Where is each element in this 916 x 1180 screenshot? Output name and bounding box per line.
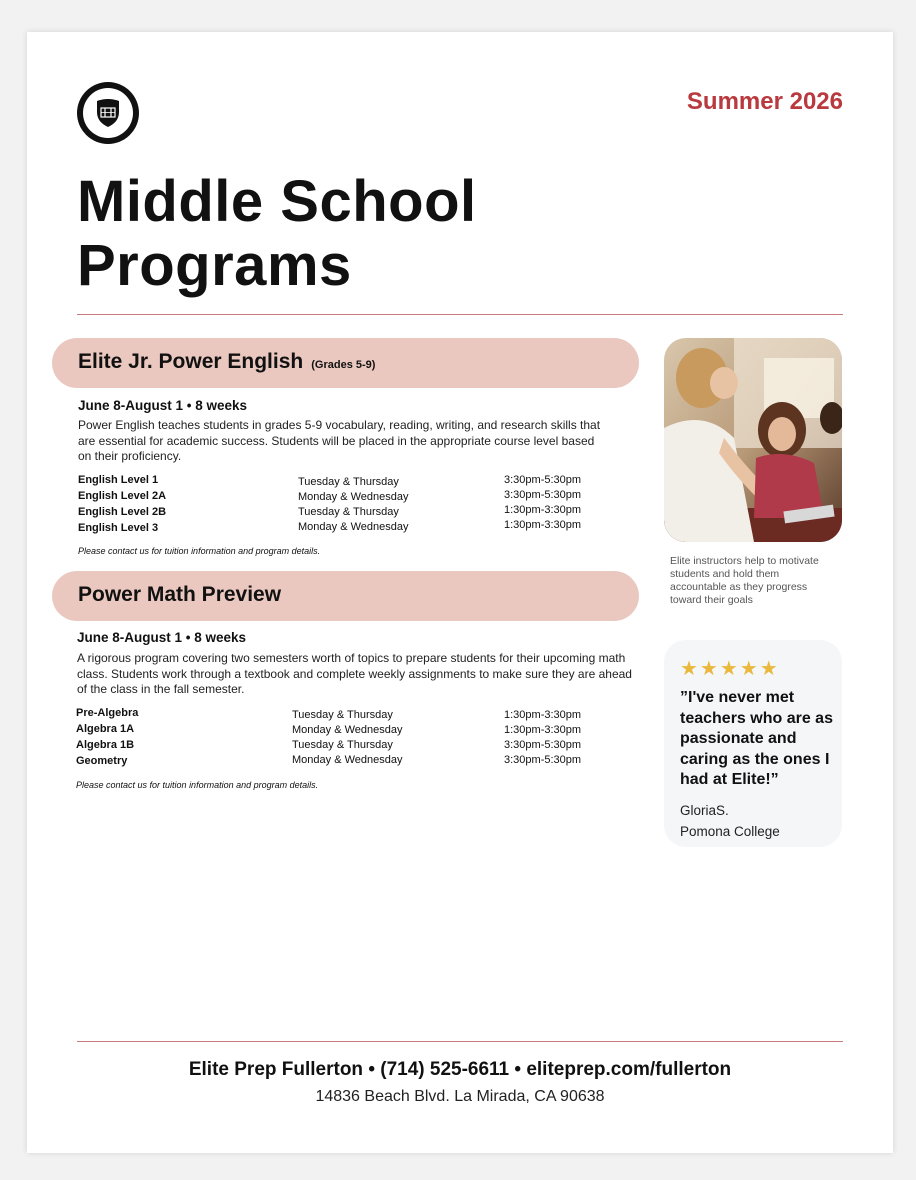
- table-row: [78, 520, 598, 536]
- schedule-table-english: [78, 472, 598, 536]
- program-banner-math: [52, 571, 639, 621]
- course-days: Tuesday & Thursday: [298, 476, 399, 488]
- table-row: [76, 705, 596, 721]
- program-grades: (Grades 5-9): [311, 359, 376, 371]
- testimonial-quote: ”I've never met teachers who are as passionate and caring as the ones I had at Elite!”: [680, 689, 833, 788]
- season-label: Summer 2026: [686, 88, 843, 115]
- course-time: 3:30pm-5:30pm: [504, 489, 582, 501]
- schedule-table-math: [76, 705, 596, 769]
- table-row: [78, 472, 598, 488]
- footer-contact: Elite Prep Fullerton • (714) 525-6611 • eliteprep.com/fullerton: [188, 1059, 732, 1080]
- testimonial-author: GloriaS.: [680, 803, 729, 818]
- photo-caption: Elite instructors help to motivate students and hold them accountable as they progress toward their goals: [670, 555, 819, 606]
- course-days: Monday & Wednesday: [292, 754, 403, 766]
- course-time: 3:30pm-5:30pm: [504, 739, 582, 751]
- shield-logo-icon: [77, 82, 139, 144]
- course-days: Tuesday & Thursday: [298, 506, 399, 518]
- program-description: Power English teaches students in grades 5-9 vocabulary, reading, writing, and research skills that are essential for academic success. Students will be placed in the appropriate course level based on their proficiency.: [78, 418, 601, 463]
- program-banner-english: [52, 338, 639, 388]
- flyer-page: [27, 32, 893, 1153]
- rating-stars-icon: ★★★★★: [680, 658, 780, 680]
- testimonial-card: [664, 640, 842, 847]
- course-days: Monday & Wednesday: [298, 521, 409, 533]
- program-title-text: Elite Jr. Power English: [78, 350, 304, 373]
- table-row: [76, 721, 596, 737]
- course-days: Monday & Wednesday: [298, 491, 409, 503]
- course-name: English Level 2A: [78, 490, 167, 502]
- course-time: 1:30pm-3:30pm: [504, 519, 582, 531]
- table-row: [78, 488, 598, 504]
- course-name: English Level 3: [78, 522, 159, 534]
- program-title: [78, 583, 281, 607]
- course-days: Tuesday & Thursday: [292, 739, 393, 751]
- course-days: Tuesday & Thursday: [292, 709, 393, 721]
- course-name: Pre-Algebra: [76, 707, 139, 719]
- program-title-text: Power Math Preview: [78, 583, 282, 606]
- program-description: A rigorous program covering two semesters worth of topics to prepare students for their upcoming math class. Students work through a textbook and complete weekly assignments to make sure they are ahead of the class in the fall semester.: [77, 651, 632, 696]
- course-name: Algebra 1A: [76, 723, 135, 735]
- course-days: Monday & Wednesday: [292, 724, 403, 736]
- footer-divider: [77, 1041, 843, 1042]
- course-time: 3:30pm-5:30pm: [504, 754, 582, 766]
- table-row: [78, 504, 598, 520]
- course-name: Algebra 1B: [76, 739, 135, 751]
- course-name: Geometry: [76, 755, 128, 767]
- page-title-line2: Programs: [77, 233, 352, 298]
- footer-address: 14836 Beach Blvd. La Mirada, CA 90638: [315, 1088, 605, 1105]
- page-title: [77, 170, 577, 298]
- course-time: 3:30pm-5:30pm: [504, 474, 582, 486]
- program-note: Please contact us for tuition information and program details.: [76, 780, 319, 790]
- table-row: [76, 737, 596, 753]
- page-title-line1: Middle School: [77, 169, 477, 234]
- testimonial-school: Pomona College: [680, 824, 780, 839]
- header-divider: [77, 314, 843, 315]
- course-time: 1:30pm-3:30pm: [504, 709, 582, 721]
- classroom-photo: [664, 338, 842, 542]
- course-name: English Level 1: [78, 474, 159, 486]
- course-time: 1:30pm-3:30pm: [504, 724, 582, 736]
- program-dates: June 8-August 1 • 8 weeks: [78, 398, 248, 413]
- program-dates: June 8-August 1 • 8 weeks: [77, 630, 247, 645]
- course-name: English Level 2B: [78, 506, 167, 518]
- program-note: Please contact us for tuition information and program details.: [78, 546, 321, 556]
- table-row: [76, 753, 596, 769]
- course-time: 1:30pm-3:30pm: [504, 504, 582, 516]
- program-title: [78, 350, 375, 374]
